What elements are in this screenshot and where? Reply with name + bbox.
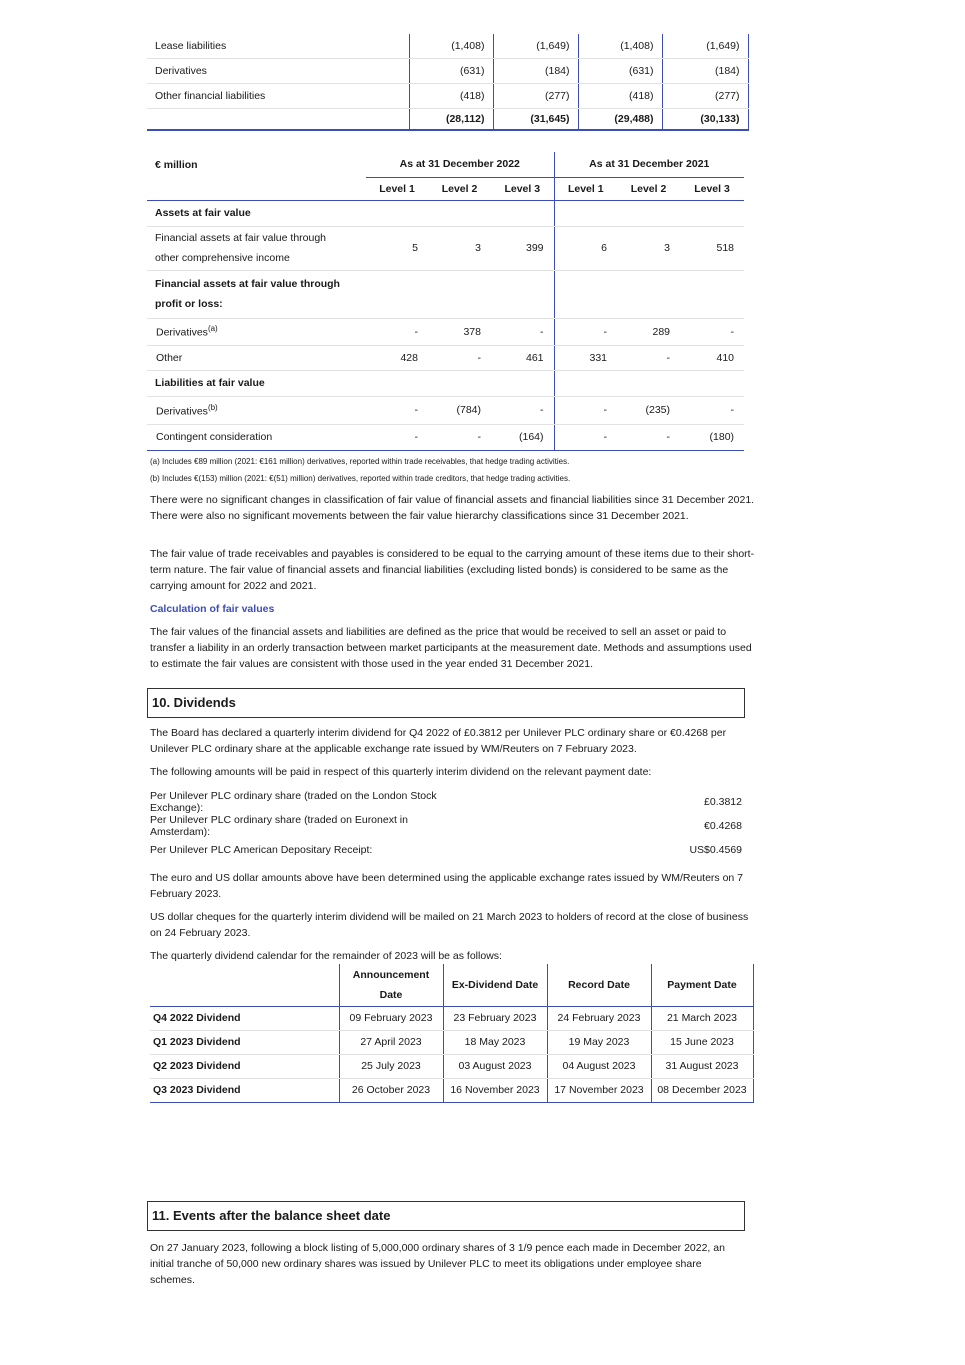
fair-value-hierarchy-table: [147, 152, 744, 451]
row-label: Financial assets at fair value through: [155, 232, 327, 244]
row-label: Other: [147, 345, 366, 370]
cell: 5: [366, 226, 428, 270]
cell: 378: [428, 318, 491, 345]
cell: 17 November 2023: [547, 1078, 651, 1102]
cell: 26 October 2023: [339, 1078, 443, 1102]
cell: (1,408): [578, 34, 662, 59]
cell: 19 May 2023: [547, 1030, 651, 1054]
section-heading: Liabilities at fair value: [147, 370, 366, 396]
row-label: Derivatives: [156, 405, 208, 418]
cell: -: [617, 345, 680, 370]
cell: (1,408): [409, 34, 493, 59]
paragraph: The fair values of the financial assets and liabilities are defined as the price that would be received to sell an asset or paid to transfer a liability in an orderly transaction between market participants at the measurement date. Methods and assumptions used to estimate the fair values are consistent with those used in the year ended 31 December 2021.: [150, 626, 752, 670]
section-heading-dividends: 10. Dividends: [147, 688, 745, 718]
cell: -: [366, 318, 428, 345]
amount-label: Per Unilever PLC ordinary share (traded on the London Stock Exchange):: [150, 790, 437, 814]
cell: (418): [409, 84, 493, 109]
footnote-ref: (a): [207, 324, 218, 334]
amount-value: US$0.4569: [689, 844, 742, 856]
footnote-b: (b) Includes €(153) million (2021: €(51) million) derivatives, reported within trade creditors, that hedge trading activities.: [150, 474, 571, 483]
paragraph: The euro and US dollar amounts above have been determined using the applicable exchange rates issued by WM/Reuters on 7 February 2023.: [150, 872, 744, 900]
cell: -: [554, 396, 617, 424]
paragraph: The Board has declared a quarterly interim dividend for Q4 2022 of £0.3812 per Unilever PLC ordinary share or €0.4268 per Unilever PLC ordinary share at the applicable exchange rate issued by WM/Reuters on 7 February 2023.: [150, 727, 727, 755]
section-heading-events: 11. Events after the balance sheet date: [147, 1201, 745, 1231]
column-header: Payment Date: [651, 964, 753, 1006]
table-row: [147, 396, 744, 424]
cell: 31 August 2023: [651, 1054, 753, 1078]
cell: 3: [428, 226, 491, 270]
cell: 21 March 2023: [651, 1006, 753, 1030]
table-row: [150, 1078, 753, 1102]
cell: -: [491, 396, 554, 424]
cell: 27 April 2023: [339, 1030, 443, 1054]
dividend-amounts: [142, 790, 750, 862]
cell: -: [366, 396, 428, 424]
cell: (29,488): [578, 109, 662, 131]
level-header: Level 2: [617, 177, 680, 200]
cell: 289: [617, 318, 680, 345]
row-label: Derivatives: [156, 326, 208, 339]
unit-label: € million: [155, 158, 198, 171]
cell: 18 May 2023: [443, 1030, 547, 1054]
cell: -: [366, 424, 428, 450]
table-row: [147, 226, 744, 270]
paragraph: On 27 January 2023, following a block listing of 5,000,000 ordinary shares of 3 1/9 pence each made in December 2022, an initial tranche of 50,000 new ordinary shares was issued by Unilever PLC to meet its obligations under employee share schemes.: [150, 1242, 725, 1286]
cell: 23 February 2023: [443, 1006, 547, 1030]
cell: (184): [493, 59, 578, 84]
level-header: Level 1: [554, 177, 617, 200]
cell: -: [554, 318, 617, 345]
table-row: [150, 1006, 753, 1030]
cell: 08 December 2023: [651, 1078, 753, 1102]
level-header: Level 3: [680, 177, 744, 200]
cell: 25 July 2023: [339, 1054, 443, 1078]
dividend-calendar-table: [150, 964, 754, 1103]
cell: -: [680, 318, 744, 345]
table-row: [147, 318, 744, 345]
level-header: Level 2: [428, 177, 491, 200]
cell: (631): [578, 59, 662, 84]
cell: -: [428, 345, 491, 370]
cell: -: [680, 396, 744, 424]
paragraph: The fair value of trade receivables and payables is considered to be equal to the carrying amount of these items due to their short-term nature. The fair value of financial assets and financial liabilities (excluding listed bonds) is considered to be same as the carrying amount for 2022 and 2021.: [150, 548, 755, 592]
paragraph: There were no significant changes in classification of fair value of financial assets and financial liabilities since 31 December 2021. There were also no significant movements between the fair value hierarchy classifications since 31 December 2021.: [150, 494, 755, 522]
cell: (1,649): [493, 34, 578, 59]
cell: 331: [554, 345, 617, 370]
list-item: [142, 814, 750, 838]
row-label: Q4 2022 Dividend: [150, 1006, 339, 1030]
cell: 399: [491, 226, 554, 270]
cell: (180): [680, 424, 744, 450]
cell: (28,112): [409, 109, 493, 131]
cell: (418): [578, 84, 662, 109]
row-label: Q1 2023 Dividend: [150, 1030, 339, 1054]
cell: (1,649): [662, 34, 748, 59]
group-header: As at 31 December 2021: [554, 152, 744, 177]
cell: (235): [617, 396, 680, 424]
cell: (31,645): [493, 109, 578, 131]
table-row: [147, 424, 744, 450]
group-header: As at 31 December 2022: [366, 152, 554, 177]
paragraph: US dollar cheques for the quarterly interim dividend will be mailed on 21 March 2023 to holders of record at the close of business on 24 February 2023.: [150, 911, 749, 939]
row-label: [147, 109, 409, 131]
cell: -: [554, 424, 617, 450]
row-label: Derivatives: [147, 59, 409, 84]
row-label: Q2 2023 Dividend: [150, 1054, 339, 1078]
footnote-a: (a) Includes €89 million (2021: €161 million) derivatives, reported within trade receivables, that hedge trading activities.: [150, 457, 570, 466]
table-row: [147, 34, 748, 59]
table-row: [147, 59, 748, 84]
cell: 410: [680, 345, 744, 370]
cell: 518: [680, 226, 744, 270]
level-header-row: [147, 177, 744, 200]
section-heading: Assets at fair value: [147, 200, 366, 226]
column-header: Record Date: [547, 964, 651, 1006]
column-header: Announcement Date: [339, 964, 443, 1006]
cell: -: [617, 424, 680, 450]
cell: 16 November 2023: [443, 1078, 547, 1102]
cell: 24 February 2023: [547, 1006, 651, 1030]
cell: -: [428, 424, 491, 450]
cell: 09 February 2023: [339, 1006, 443, 1030]
amount-label: Per Unilever PLC ordinary share (traded on Euronext in Amsterdam):: [150, 814, 408, 838]
amount-label: Per Unilever PLC American Depositary Receipt:: [150, 844, 373, 856]
cell: 428: [366, 345, 428, 370]
cell: (631): [409, 59, 493, 84]
cell: (277): [493, 84, 578, 109]
table-row: [150, 1054, 753, 1078]
cell: (784): [428, 396, 491, 424]
cell: (164): [491, 424, 554, 450]
cell: 04 August 2023: [547, 1054, 651, 1078]
header-row: [150, 964, 753, 1006]
row-label: Other financial liabilities: [147, 84, 409, 109]
row-label: Q3 2023 Dividend: [150, 1078, 339, 1102]
table-row: [147, 84, 748, 109]
row-label: other comprehensive income: [155, 252, 290, 264]
paragraph: The quarterly dividend calendar for the remainder of 2023 will be as follows:: [150, 950, 502, 962]
cell: 3: [617, 226, 680, 270]
footnote-ref: (b): [207, 402, 218, 412]
cell: (184): [662, 59, 748, 84]
paragraph: The following amounts will be paid in respect of this quarterly interim dividend on the relevant payment date:: [150, 766, 652, 778]
financial-liabilities-table: [147, 34, 749, 131]
cell: 03 August 2023: [443, 1054, 547, 1078]
total-row: [147, 109, 748, 131]
cell: 461: [491, 345, 554, 370]
subheading: Calculation of fair values: [150, 603, 275, 615]
cell: (30,133): [662, 109, 748, 131]
amount-value: €0.4268: [704, 820, 742, 832]
list-item: [142, 838, 750, 862]
amount-value: £0.3812: [704, 796, 742, 808]
cell: 15 June 2023: [651, 1030, 753, 1054]
row-label: Lease liabilities: [147, 34, 409, 59]
section-heading: Financial assets at fair value through: [155, 278, 340, 290]
section-heading: profit or loss:: [155, 298, 223, 310]
row-label: Contingent consideration: [147, 424, 366, 450]
cell: -: [491, 318, 554, 345]
level-header: Level 1: [366, 177, 428, 200]
column-header: Ex-Dividend Date: [443, 964, 547, 1006]
cell: 6: [554, 226, 617, 270]
cell: (277): [662, 84, 748, 109]
table-row: [147, 345, 744, 370]
table-row: [150, 1030, 753, 1054]
level-header: Level 3: [491, 177, 554, 200]
list-item: [142, 790, 750, 814]
